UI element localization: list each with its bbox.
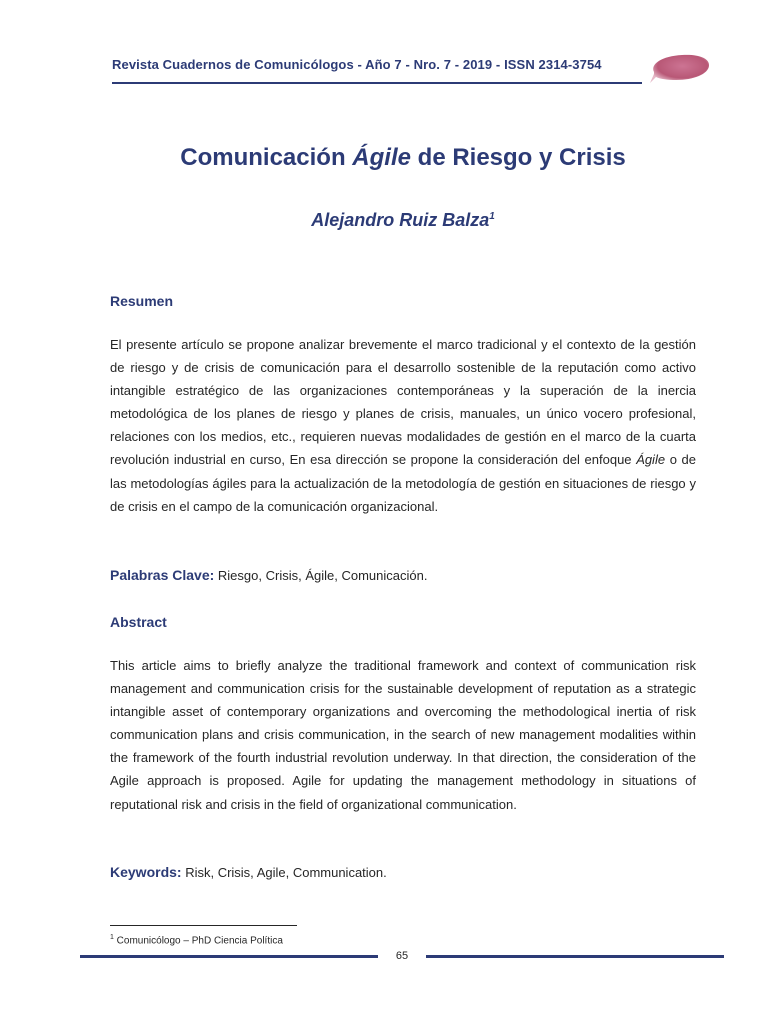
abstract-paragraph: This article aims to briefly analyze the traditional framework and context of communication risk management and communication crisis for the sustainable development of reputation as a strategic intangible asset of contemporary organizations and overcoming the methodological inertia of risk communication plans and crisis communication, in the search of new management modalities within the framework of the fourth industrial revolution underway. In that direction, the consideration of the Agile approach is proposed. Agile for updating the management methodology in situations of reputational risk and crisis in the field of organizational communication. <box>110 658 696 812</box>
author-footnote-mark: 1 <box>489 211 495 222</box>
footnote-rule <box>110 925 297 926</box>
footnote-text: Comunicólogo – PhD Ciencia Política <box>113 935 283 947</box>
keywords <box>110 864 387 880</box>
title-part-1: Comunicación <box>180 144 353 171</box>
resumen-italic-word: Ágile <box>636 452 666 468</box>
title-part-2: de Riesgo y Crisis <box>410 144 626 171</box>
footnote-mark: 1 <box>110 934 114 941</box>
header-rule <box>112 82 642 84</box>
palabras-clave-label: Palabras Clave: <box>110 567 215 583</box>
title-italic-word: Ágile <box>352 144 411 171</box>
palabras-clave <box>110 567 427 583</box>
keywords-label: Keywords: <box>110 864 182 880</box>
footer-rule-left <box>80 955 378 958</box>
speech-bubble-logo-icon <box>648 50 712 86</box>
footer-rule-right <box>426 955 724 958</box>
keywords-values: Risk, Crisis, Agile, Communication. <box>181 865 387 880</box>
abstract-heading: Abstract <box>110 614 167 630</box>
author-name <box>0 210 768 231</box>
resumen-text-1: El presente artículo se propone analizar brevemente el marco tradicional y el contexto de la gestión de riesgo y de crisis de comunicación para el desarrollo sostenible de la reputación como activo intangible estratégico de las organizaciones contemporáneas y la superación de la inercia metodológica de los planes de riesgo y planes de crisis, manuales, un único vocero profesional, relaciones con los medios, etc., requieren nuevas modalidades de gestión en el marco de la cuarta revolución industrial en curso, En esa dirección se propone la consideración del enfoque <box>110 337 696 468</box>
author-name-text: Alejandro Ruiz Balza <box>311 210 490 230</box>
resumen-heading: Resumen <box>110 293 174 309</box>
footnote <box>110 934 283 946</box>
journal-header: Revista Cuadernos de Comunicólogos - Año 7 - Nro. 7 - 2019 - ISSN 2314-3754 <box>112 57 602 72</box>
resumen-text-2: o de las metodologías ágiles para la actualización de la metodología de gestión en situaciones de riesgo y de crisis en el campo de la comunicación organizacional. <box>110 452 697 514</box>
page-number: 65 <box>395 950 409 962</box>
resumen-paragraph <box>110 333 696 518</box>
palabras-clave-values: Riesgo, Crisis, Ágile, Comunicación. <box>214 568 428 583</box>
article-title <box>0 144 768 172</box>
